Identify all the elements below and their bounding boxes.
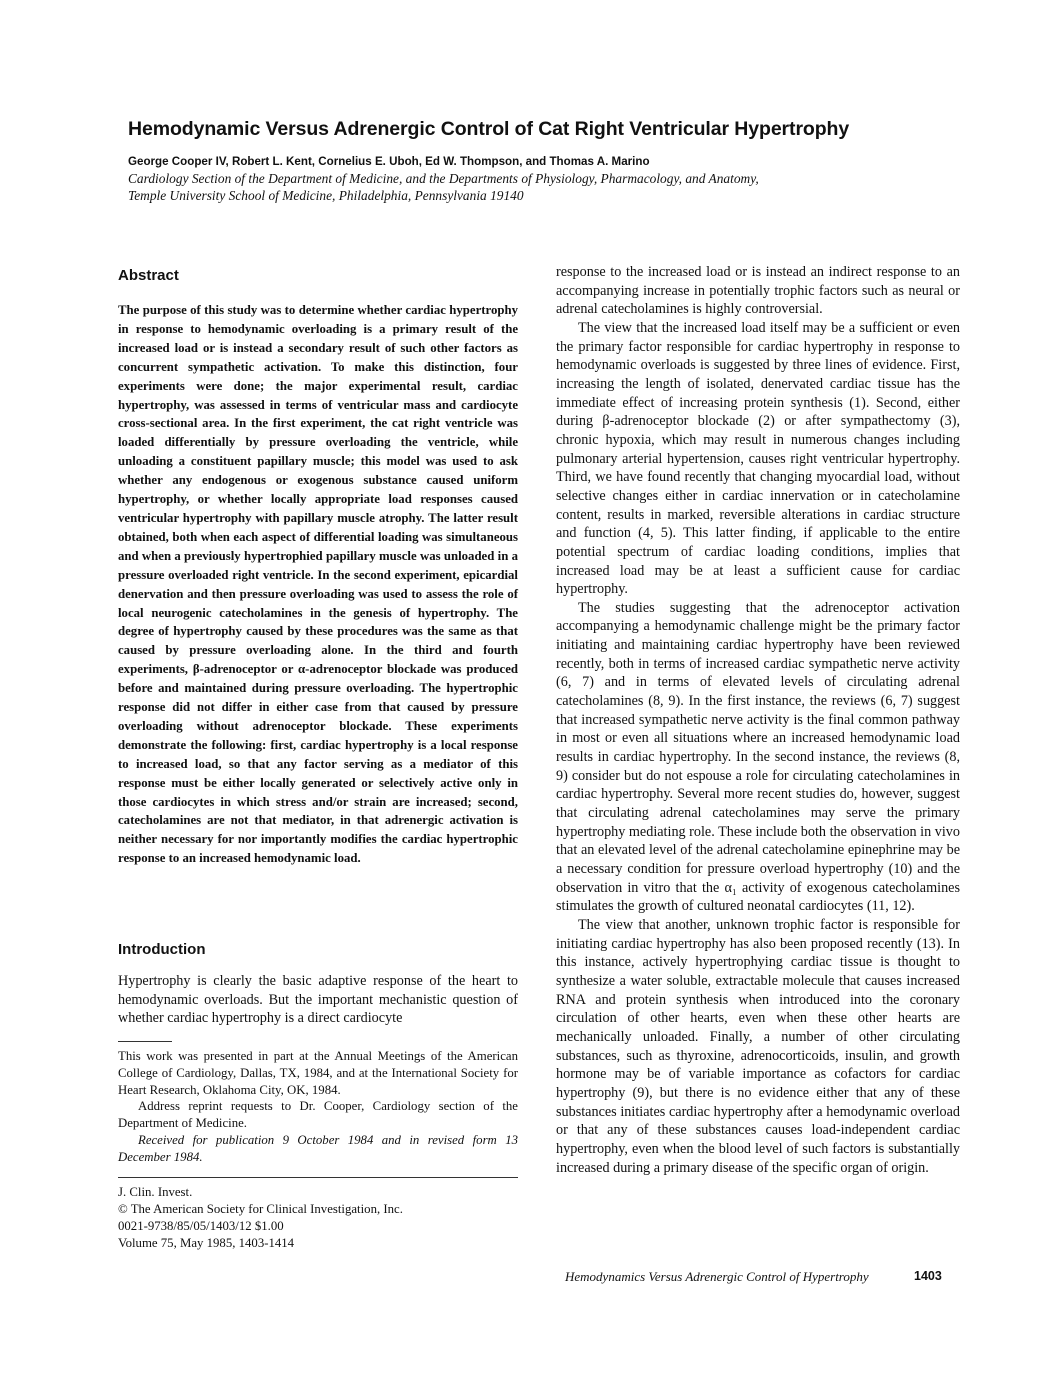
- running-title: Hemodynamics Versus Adrenergic Control of Hypertrophy: [565, 1269, 869, 1284]
- journal-issn: 0021-9738/85/05/1403/12 $1.00: [118, 1219, 284, 1233]
- paragraph: The view that another, unknown trophic factor is responsible for initiating cardiac hypertrophy has also been proposed recently (13). In this instance, actively hypertrophying cardiac tissue is thought to synthesize a water soluble, extractable molecule that causes increased RNA and protein synthesis when introduced into the coronary circulation of other hearts, even when these other hearts are mechanically unloaded. Finally, a number of other circulating substances, such as thyroxine, adrenocorticoids, insulin, and growth hormone may be of variable importance as cofactors for cardiac hypertrophy (9), but there is no evidence either that any of these substances initiates cardiac hypertrophy after a hemodynamic overload or that any of these substances causes load-independent cardiac hypertrophy, even when the blood level of such factors is substantially increased during a primary disease of the specific organ of origin.: [556, 916, 960, 1176]
- journal-copyright: © The American Society for Clinical Investigation, Inc.: [118, 1202, 403, 1216]
- abstract-text: The purpose of this study was to determine whether cardiac hypertrophy in response to hemodynamic overloading is a primary result of the increased load or is instead a secondary result of such other factors as concurrent sympathetic activation. To make this distinction, four experiments were done; the major experimental result, cardiac hypertrophy, was assessed in terms of ventricular mass and cardiocyte cross-sectional area. In the first experiment, the cat right ventricle was loaded differentially by pressure overloading the ventricle, while unloading a constituent papillary muscle; this model was used to ask whether any endogenous or exogenous substance caused uniform hypertrophy, or whether locally appropriate load responses caused ventricular hypertrophy with papillary muscle atrophy. The latter result obtained, both when each aspect of differential loading was simultaneous and when a previously hypertrophied papillary muscle was unloaded in a pressure overloaded right ventricle. In the second experiment, epicardial denervation and then pressure overloading was used to assess the role of local neurogenic catecholamines in the genesis of hypertrophy. The degree of hypertrophy caused by these procedures was the same as that caused by pressure overloading alone. In the third and fourth experiments, β-adrenoceptor or α-adrenoceptor blockade was produced before and maintained during pressure overloading. The hypertrophic response did not differ in either case from that caused by pressure overloading without adrenoceptor blockade. These experiments demonstrate the following: first, cardiac hypertrophy is a local response to increased load, so that any factor serving as a mediator of this response must be either locally generated or selectively active only in those cardiocytes in which stress and/or strain are increased; second, catecholamines are not that mediator, in that adrenergic activation is neither necessary for nor importantly modifies the cardiac hypertrophic response to an increased hemodynamic load.: [118, 303, 518, 866]
- abstract-heading: Abstract: [118, 267, 179, 284]
- author-list: George Cooper IV, Robert L. Kent, Cornelius E. Uboh, Ed W. Thompson, and Thomas A. Marino: [128, 155, 650, 168]
- journal-name: J. Clin. Invest.: [118, 1185, 193, 1199]
- introduction-heading: Introduction: [118, 941, 206, 958]
- affiliation: [128, 170, 948, 204]
- page-number: 1403: [914, 1269, 942, 1283]
- paragraph: response to the increased load or is instead an indirect response to an accompanying increase in potentially trophic factors such as neural or adrenal catecholamines is highly controversial.: [556, 264, 960, 318]
- paragraph: The studies suggesting that the adrenoceptor activation accompanying a hemodynamic challenge might be the primary factor initiating and maintaining cardiac hypertrophy have been reviewed recently, both in terms of increased cardiac sympathetic nerve activity (6, 7) and in terms of elevated levels of circulating adrenal catecholamines (8, 9). In the first instance, the reviews (6, 7) suggest that increased sympathetic nerve activity is the final common pathway in most or even all situations where an increased hemodynamic load results in cardiac hypertrophy. In the second instance, the reviews (8, 9) consider but do not espouse a role for circulating catecholamines in cardiac hypertrophy. Several more recent studies do, however, suggest that circulating adrenal catecholamines may serve the primary hypertrophy mediating role. These include both the observation in vivo that an elevated level of the adrenal catecholamine epinephrine may be a necessary condition for pressure overload hypertrophy (10) and the observation in vitro that the α₁ activity of exogenous catecholamines stimulates the growth of cultured neonatal cardiocytes (11, 12).: [556, 599, 960, 915]
- paragraph: The view that the increased load itself may be a sufficient or even the primary factor responsible for cardiac hypertrophy in response to hemodynamic overloads is suggested by three lines of evidence. First, increasing the length of isolated, denervated cardiac tissue has the immediate effect of increasing protein synthesis (1). Second, either during β-adrenoceptor blockade (2) or after sympathectomy (3), chronic hypoxia, which may result in numerous changes including pulmonary arterial hypertension, causes right ventricular hypertrophy. Third, we have found recently that changing myocardial load, without selective changes either in cardiac innervation or in catecholamine content, results in marked, reversible alterations in cardiac structure and function (4, 5). This latter finding, if applicable to the entire potential spectrum of cardiac loading conditions, implies that increased load may be at least a sufficient cause for cardiac hypertrophy.: [556, 319, 960, 598]
- article-title: Hemodynamic Versus Adrenergic Control of Cat Right Ventricular Hypertrophy: [128, 118, 850, 140]
- introduction-text: Hypertrophy is clearly the basic adaptive response of the heart to hemodynamic overloads. But the important mechanistic question of whether cardiac hypertrophy is a direct cardiocyte: [118, 973, 518, 1027]
- footnotes: [118, 1048, 518, 1166]
- journal-volume: Volume 75, May 1985, 1403-1414: [118, 1236, 295, 1250]
- footnote-divider: [118, 1041, 172, 1042]
- footnote-presented: This work was presented in part at the Annual Meetings of the American College of Cardiology, Dallas, TX, 1984, and at the International Society for Heart Research, Oklahoma City, OK, 1984.: [118, 1049, 518, 1097]
- right-column: [556, 263, 960, 1177]
- footnote-received: Received for publication 9 October 1984 and in revised form 13 December 1984.: [118, 1132, 518, 1164]
- affiliation-line-2: Temple University School of Medicine, Philadelphia, Pennsylvania 19140: [128, 188, 524, 203]
- footnote-reprints: Address reprint requests to Dr. Cooper, Cardiology section of the Department of Medicine.: [118, 1099, 518, 1131]
- journal-info-divider: [118, 1177, 518, 1178]
- journal-info: [118, 1184, 518, 1252]
- affiliation-line-1: Cardiology Section of the Department of Medicine, and the Departments of Physiology, Pharmacology, and Anatomy,: [128, 171, 759, 186]
